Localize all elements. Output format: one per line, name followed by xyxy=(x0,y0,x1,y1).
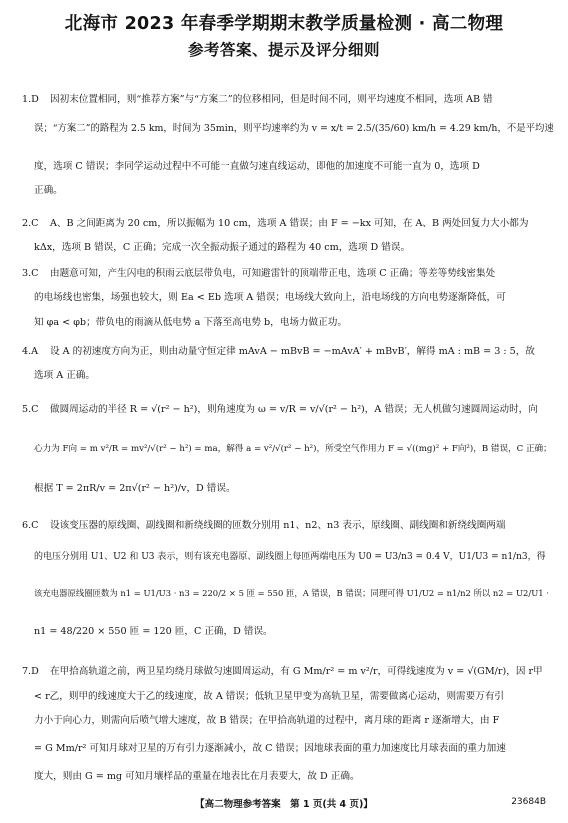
answer-number: 4.A xyxy=(22,346,39,357)
answer-number: 2.C xyxy=(22,218,39,229)
answer-line: 设 A 的初速度方向为正，则由动量守恒定律 mAvA − mBvB = −mAvA′ + mBvB′，解得 mA : mB = 3 : 5，故 xyxy=(50,346,535,357)
answer-line: 该充电器原线圈匝数为 n1 = U1/U3 · n3 = 220/2 × 5 匝 = 550 匝，A 错误，B 错误；同理可得 U1/U2 = n1/n2 所以 n2 = U2/U1 · xyxy=(34,588,549,598)
answer-line: = G Mm/r² 可知月球对卫星的万有引力逐渐减小，故 C 错误；因地球表面的重力加速度比月球表面的重力加速 xyxy=(34,743,506,754)
answer-number: 6.C xyxy=(22,520,39,531)
page-subtitle: 参考答案、提示及评分细则 xyxy=(187,41,380,59)
answer-number: 5.C xyxy=(22,404,39,415)
answer-line: 根据 T = 2πR/v = 2π√(r² − h²)/v，D 错误。 xyxy=(34,483,236,494)
answer-line: < r乙，则甲的线速度大于乙的线速度，故 A 错误；低轨卫星甲变为高轨卫星，需要做离心运动，则需要万有引 xyxy=(34,691,505,702)
answer-line: 度大，则由 G = mg 可知月壤样品的重量在地表比在月表要大，故 D 正确。 xyxy=(34,771,360,782)
answer-line: 误；“方案二”的路程为 2.5 km，时间为 35min，则平均速率约为 v = x/t = 2.5/(35/60) km/h = 4.29 km/h，不是平均速 xyxy=(34,123,554,134)
answer-line: 心力为 F向 = m v²/R = mv²/√(r² − h²) = ma，解得 a = v²/√(r² − h²)，所受空气作用力 F = √((mg)² + F向²)，B 错误，C 正确； xyxy=(34,444,552,454)
answer-line: 的电压分别用 U1、U2 和 U3 表示，则有该充电器原、副线圈上每匝两端电压为 U0 = U3/n3 = 0.4 V，U1/U3 = n1/n3，得 xyxy=(34,552,546,562)
answer-line: 知 φa < φb；带负电的雨滴从低电势 a 下落至高电势 b，电场力做正功。 xyxy=(34,317,347,328)
document-code: 23684B xyxy=(511,797,546,807)
answer-number: 1.D xyxy=(22,94,39,105)
answer-line: 正确。 xyxy=(34,185,63,196)
answer-line: 在甲拾高轨道之前，两卫星均绕月球做匀速圆周运动，有 G Mm/r² = m v²/r，可得线速度为 v = √(GM/r)，因 r甲 xyxy=(50,666,543,677)
answer-line: kΔx，选项 B 错误，C 正确；完成一次全振动振子通过的路程为 40 cm，选项 D 错误。 xyxy=(34,242,411,253)
answer-line: n1 = 48/220 × 550 匝 = 120 匝，C 正确，D 错误。 xyxy=(34,626,273,637)
page-footer: 【高二物理参考答案 第 1 页(共 4 页)】 xyxy=(195,799,373,810)
answer-line: 选项 A 正确。 xyxy=(34,370,95,381)
answer-line: 力小于向心力，则需向后喷气增大速度，故 B 错误；在甲拾高轨道的过程中，离月球的距离 r 逐渐增大，由 F xyxy=(34,715,500,726)
page-title: 北海市 2023 年春季学期期末教学质量检测 · 高二物理 xyxy=(64,14,504,34)
answer-line: 因初末位置相同，则“推荐方案”与“方案二”的位移相同，但是时间不同，则平均速度不相同，选项 AB 错 xyxy=(50,94,493,105)
answer-number: 3.C xyxy=(22,268,39,279)
answer-number: 7.D xyxy=(22,666,39,677)
answer-line: 度，选项 C 错误；李同学运动过程中不可能一直做匀速直线运动，即他的加速度不可能一直为 0，选项 D xyxy=(34,161,480,172)
answer-line: 由题意可知，产生闪电的积雨云底层带负电，可知避雷针的顶端带正电，选项 C 正确；等差等势线密集处 xyxy=(50,268,496,279)
answer-line: 的电场线也密集，场强也较大，则 Ea < Eb 选项 A 错误；电场线大致向上，沿电场线的方向电势逐渐降低，可 xyxy=(34,292,506,303)
answer-line: 做圆周运动的半径 R = √(r² − h²)，则角速度为 ω = v/R = v/√(r² − h²)，A 错误；无人机做匀速圆周运动时，向 xyxy=(50,404,538,415)
answer-line: A、B 之间距离为 20 cm，所以振幅为 10 cm，选项 A 错误；由 F = −kx 可知，在 A、B 两处回复力大小都为 xyxy=(50,218,529,229)
answer-line: 设该变压器的原线圈、副线圈和新绕线圈的匝数分别用 n1、n2、n3 表示，原线圈、副线圈和新绕线圈两端 xyxy=(50,520,506,531)
